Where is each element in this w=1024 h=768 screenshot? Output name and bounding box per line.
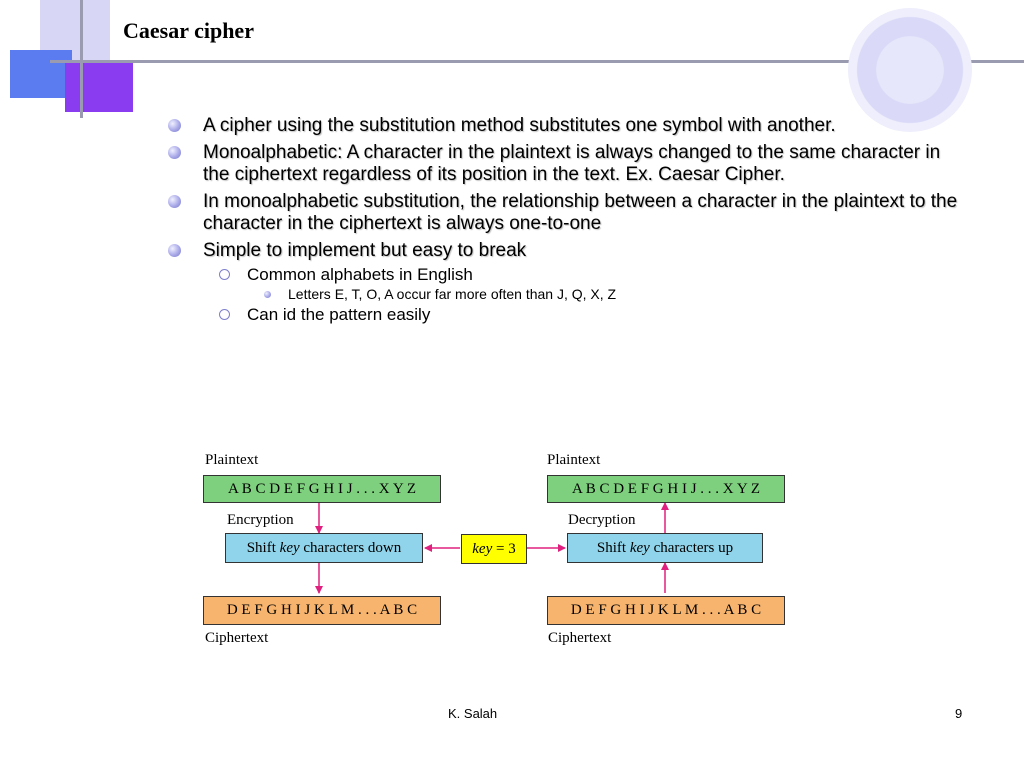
bullet-text: Simple to implement but easy to break [203,240,527,261]
sub-bullet-item [217,264,958,304]
bullet-item [168,191,958,235]
sub-bullet-list [203,264,958,325]
slide-title: Caesar cipher [123,18,254,43]
bullet-text: Monoalphabetic: A character in the plaintext is always changed to the same character in the ciphertext regardless of its position in the text. Ex. Caesar Cipher. [203,142,941,185]
bullet-dot-icon [168,119,181,132]
sub-sub-bullet-item [262,285,958,304]
left-plaintext-box: A B C D E F G H I J . . . X Y Z [203,475,441,503]
right-ciphertext-label: Ciphertext [548,630,612,646]
bullet-text: A cipher using the substitution method substitutes one symbol with another. [203,115,836,136]
key-box [461,534,527,564]
bullet-ring-icon [219,309,230,320]
decor-vertical-line [80,0,83,118]
bullet-item [168,115,958,137]
decor-square-blue [10,50,72,98]
footer-page-number: 9 [955,706,963,721]
bullet-dot-small-icon [264,291,271,298]
bullet-dot-icon [168,146,181,159]
right-plaintext-label: Plaintext [547,452,601,468]
decor-circle [848,8,972,132]
key-text-value: = 3 [492,540,516,557]
decryption-text-key: key [629,539,650,556]
sub-bullet-item [217,304,958,325]
decryption-label: Decryption [568,512,636,528]
footer-author: K. Salah [448,706,498,721]
right-ciphertext-box: D E F G H I J K L M . . . A B C [547,596,785,625]
caesar-cipher-diagram [195,448,795,658]
sub-bullet-text: Can id the pattern easily [247,305,431,324]
left-ciphertext-label: Ciphertext [205,630,269,646]
bullet-text: In monoalphabetic substitution, the relationship between a character in the plaintext to the character in the ciphertext is always one-to-one [203,191,958,234]
sub-bullet-text: Common alphabets in English [247,265,473,284]
right-plaintext-box: A B C D E F G H I J . . . X Y Z [547,475,785,503]
encryption-text-prefix: Shift [246,539,280,556]
left-ciphertext-box: D E F G H I J K L M . . . A B C [203,596,441,625]
encryption-text-key: key [279,539,300,556]
decryption-box [567,533,763,563]
sub-sub-bullet-list [247,285,958,304]
encryption-text-suffix: characters down [299,539,402,556]
bullet-dot-icon [168,195,181,208]
bullet-dot-icon [168,244,181,257]
bullet-item [168,240,958,325]
bullet-ring-icon [219,269,230,280]
bullet-list [168,115,958,330]
key-text-italic: key [472,540,493,557]
sub-sub-bullet-text: Letters E, T, O, A occur far more often than J, Q, X, Z [288,286,617,302]
decryption-text-suffix: characters up [649,539,734,556]
decryption-text-prefix: Shift [596,539,630,556]
decor-square-purple [65,62,133,112]
left-plaintext-label: Plaintext [205,452,259,468]
encryption-box [225,533,423,563]
bullet-item [168,142,958,186]
encryption-label: Encryption [227,512,294,528]
